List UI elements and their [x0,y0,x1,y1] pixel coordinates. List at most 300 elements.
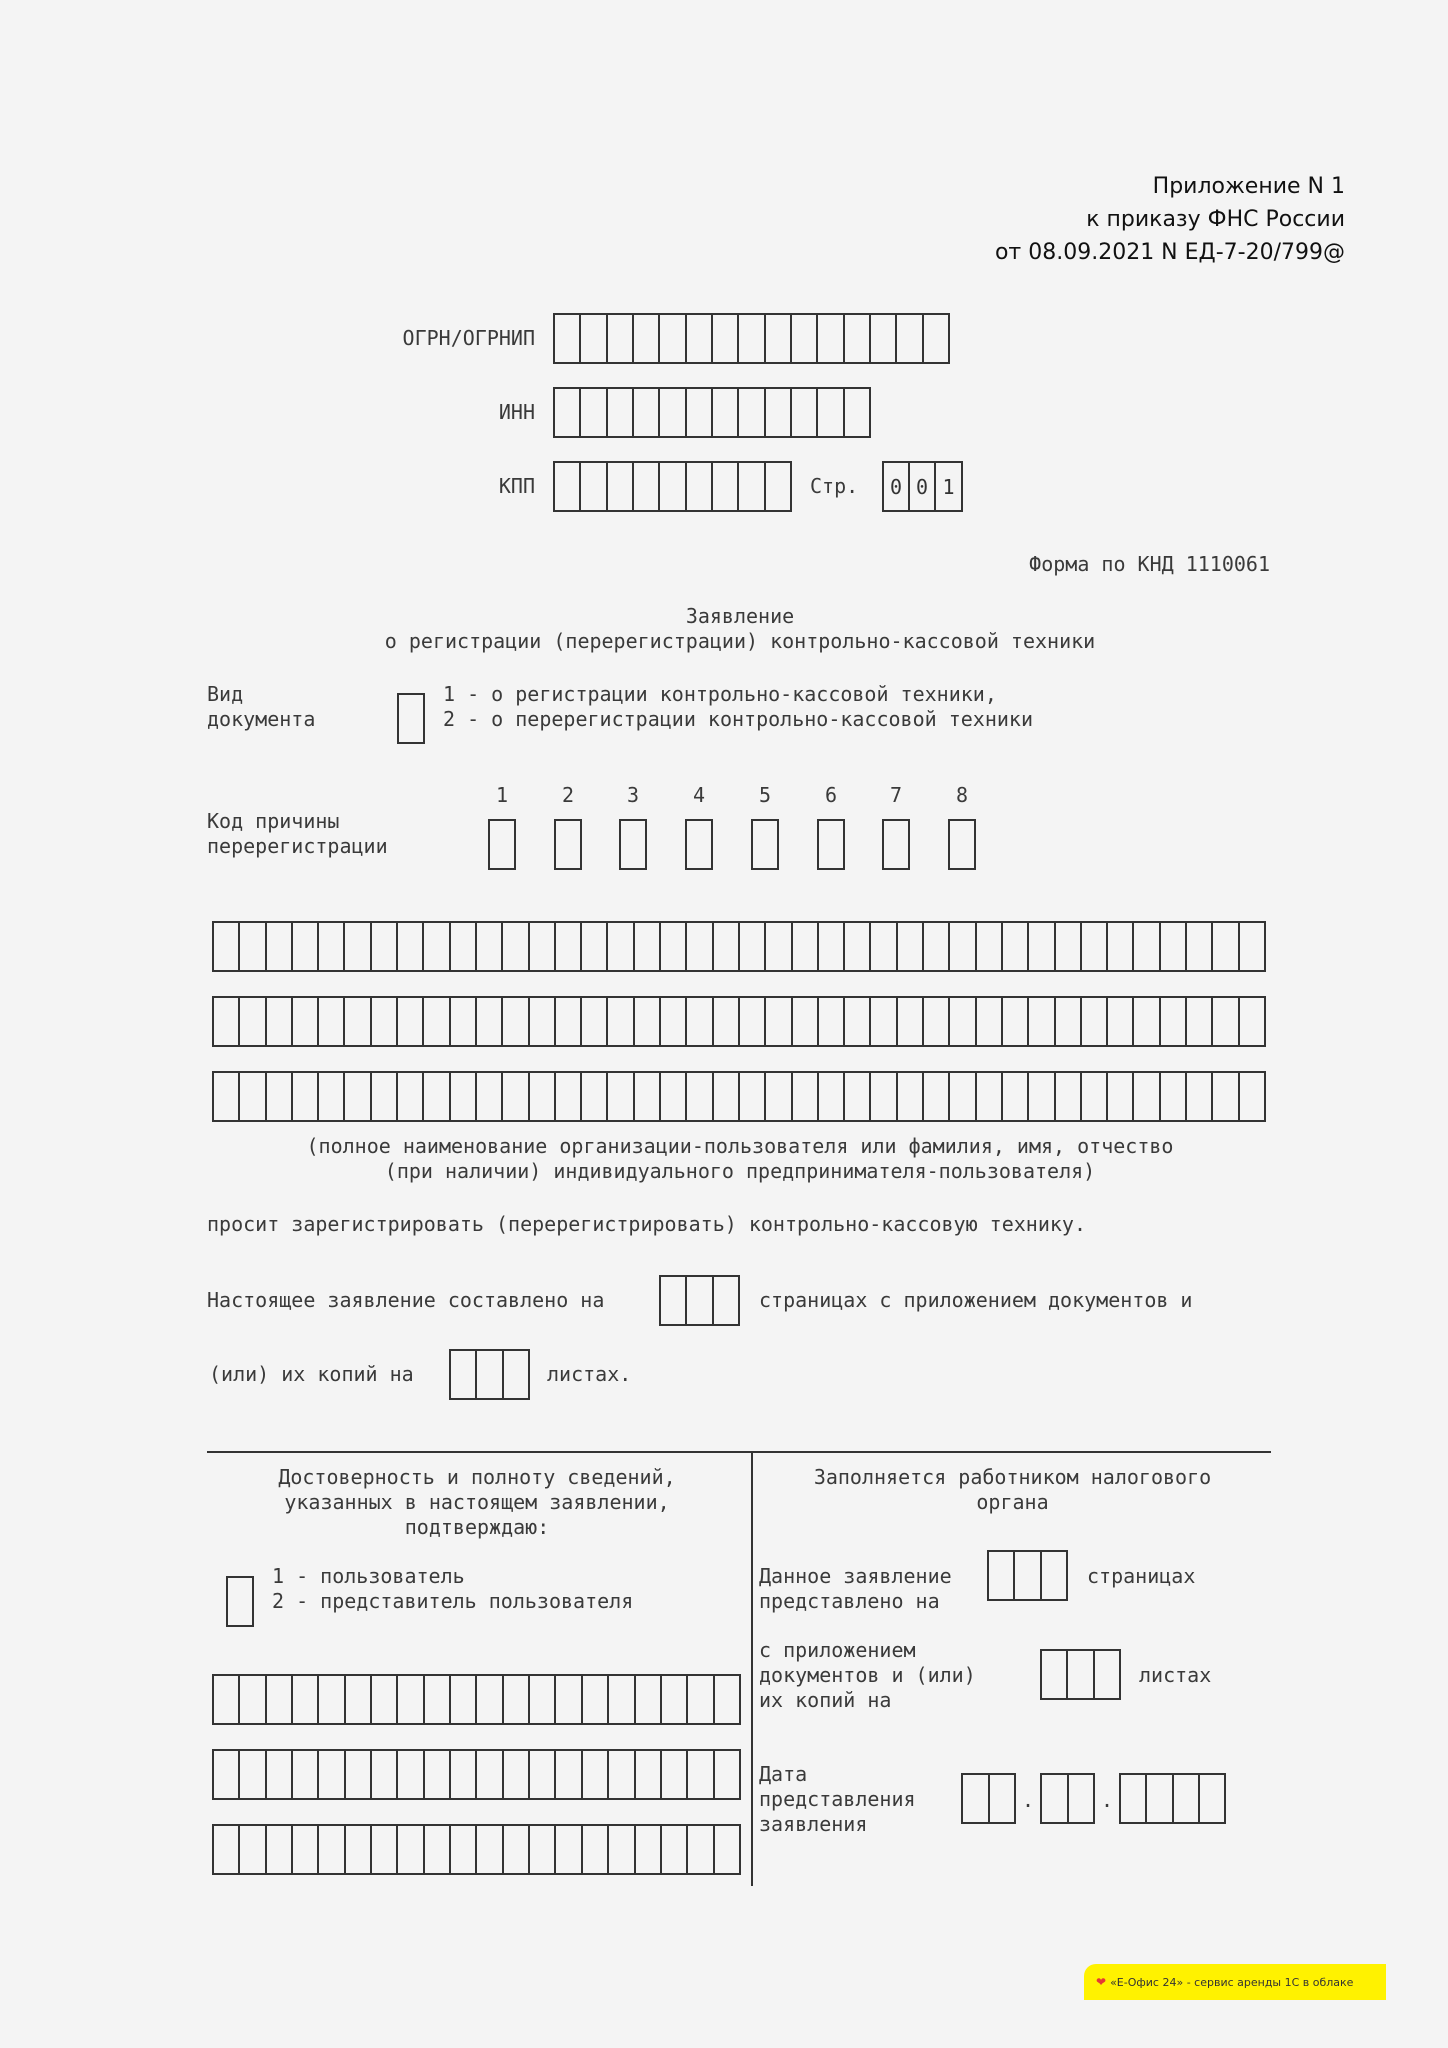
input-cell[interactable] [293,1073,319,1120]
reason-code-number: 8 [955,783,969,807]
input-cell[interactable] [240,1751,266,1798]
input-cell[interactable] [714,998,740,1045]
input-cell[interactable] [609,1826,635,1873]
input-cell[interactable] [293,1676,319,1723]
input-cell[interactable] [1200,1775,1224,1822]
input-cell[interactable] [634,463,660,510]
reason-label-2: перерегистрации [207,834,388,858]
input-cell[interactable] [556,923,582,970]
date-month-cells[interactable] [1040,1773,1095,1824]
input-cell[interactable] [963,1775,990,1822]
input-cell[interactable] [739,463,765,510]
input-cell[interactable] [398,1826,424,1873]
input-cell[interactable] [1082,923,1108,970]
input-cell[interactable] [687,1277,713,1324]
input-cell[interactable] [1174,1775,1200,1822]
input-cell[interactable] [372,1676,398,1723]
input-cell[interactable] [950,923,976,970]
sheets-text-before: (или) их копий на [209,1362,414,1386]
input-cell[interactable] [871,315,897,362]
input-cell[interactable] [477,1351,503,1398]
input-cell[interactable] [660,389,686,436]
input-cell[interactable] [766,998,792,1045]
pages-text-before: Настоящее заявление составлено на [207,1288,605,1312]
input-cell[interactable] [977,998,1003,1045]
input-cell[interactable] [740,923,766,970]
input-cell[interactable] [503,1073,529,1120]
input-cell[interactable] [714,1073,740,1120]
tax-office-heading-1: Заполняется работником налогового [813,1465,1212,1489]
input-cell[interactable] [530,1751,556,1798]
input-cell[interactable] [504,1751,530,1798]
promo-banner-text: «Е-Офис 24» - сервис аренды 1С в облаке [1110,1975,1354,1989]
input-cell[interactable] [477,1073,503,1120]
input-cell[interactable] [1029,923,1055,970]
input-cell[interactable] [345,923,371,970]
input-cell[interactable] [503,998,529,1045]
input-cell[interactable] [345,998,371,1045]
input-cell[interactable] [688,1676,714,1723]
form-title: Заявление [685,604,795,628]
input-cell[interactable] [504,1676,530,1723]
date-label-2: представления [759,1787,916,1811]
input-cell[interactable] [635,998,661,1045]
input-cell[interactable] [662,1826,688,1873]
input-cell[interactable] [267,1751,293,1798]
input-cell[interactable] [897,315,923,362]
input-cell[interactable] [1108,1073,1134,1120]
input-cell[interactable] [766,923,792,970]
input-cell[interactable] [319,1826,345,1873]
input-cell[interactable] [609,1676,635,1723]
input-cell[interactable] [793,1073,819,1120]
input-cell[interactable] [214,923,240,970]
input-cell[interactable] [715,1751,739,1798]
input-cell[interactable] [739,389,765,436]
input-cell[interactable] [1003,923,1029,970]
input-cell[interactable] [608,923,634,970]
input-cell[interactable] [1161,998,1187,1045]
input-cell[interactable] [898,923,924,970]
input-cell[interactable] [293,1751,319,1798]
input-cell[interactable] [687,923,713,970]
submitted-pages-cells[interactable] [987,1550,1068,1601]
input-cell[interactable] [661,1277,687,1324]
input-cell[interactable] [504,1351,528,1398]
input-cell[interactable] [477,998,503,1045]
input-cell[interactable] [634,389,660,436]
input-cell[interactable] [636,1751,662,1798]
input-cell[interactable] [608,315,634,362]
page-digit: 0 [910,463,936,510]
input-cell[interactable] [372,1073,398,1120]
name-row-2[interactable] [212,996,1266,1047]
input-cell[interactable] [819,998,845,1045]
input-cell[interactable] [1056,923,1082,970]
input-cell[interactable] [1108,923,1134,970]
signer-row-3[interactable] [212,1824,741,1875]
input-cell[interactable] [715,1676,739,1723]
input-cell[interactable] [1213,923,1239,970]
reason-code-number: 7 [889,783,903,807]
input-cell[interactable] [451,1676,477,1723]
submitted-label-2: представлено на [759,1589,940,1613]
input-cell[interactable] [582,998,608,1045]
input-cell[interactable] [214,1751,240,1798]
input-cell[interactable] [977,923,1003,970]
input-cell[interactable] [766,315,792,362]
name-row-1[interactable] [212,921,1266,972]
input-cell[interactable] [451,1073,477,1120]
input-cell[interactable] [609,1751,635,1798]
input-cell[interactable] [240,1073,266,1120]
input-cell[interactable] [425,1676,451,1723]
attach-sheets-cells[interactable] [1040,1649,1121,1700]
input-cell[interactable] [319,1676,345,1723]
input-cell[interactable] [556,1073,582,1120]
input-cell[interactable] [1161,1073,1187,1120]
attach-label-3: их копий на [759,1688,892,1712]
input-cell[interactable] [1003,1073,1029,1120]
input-cell[interactable] [398,1676,424,1723]
input-cell[interactable] [583,1751,609,1798]
input-cell[interactable] [688,1751,714,1798]
input-cell[interactable] [713,389,739,436]
input-cell[interactable] [818,315,844,362]
input-cell[interactable] [477,923,503,970]
input-cell[interactable] [608,463,634,510]
input-cell[interactable] [977,1073,1003,1120]
name-caption-2: (при наличии) индивидуального предпринимателя-пользователя) [384,1159,1096,1183]
input-cell[interactable] [530,1073,556,1120]
input-cell[interactable] [687,389,713,436]
kpp-cells[interactable] [553,461,792,512]
input-cell[interactable] [608,1073,634,1120]
input-cell[interactable] [1042,1775,1069,1822]
input-cell[interactable] [819,1073,845,1120]
input-cell[interactable] [451,1351,477,1398]
input-cell[interactable] [1187,1073,1213,1120]
input-cell[interactable] [582,1073,608,1120]
input-cell[interactable] [267,1826,293,1873]
input-cell[interactable] [451,1826,477,1873]
input-cell[interactable] [662,1676,688,1723]
input-cell[interactable] [425,1826,451,1873]
kpp-label: КПП [498,474,535,498]
form-code: Форма по КНД 1110061 [1029,552,1270,576]
ogrn-cells[interactable] [553,313,950,364]
input-cell[interactable] [1240,1073,1264,1120]
reason-code-cell[interactable] [882,819,910,870]
date-label-3: заявления [759,1812,868,1836]
input-cell[interactable] [687,315,713,362]
input-cell[interactable] [950,1073,976,1120]
sheets-count-cells[interactable] [449,1349,530,1400]
input-cell[interactable] [267,1073,293,1120]
input-cell[interactable] [556,1751,582,1798]
input-cell[interactable] [372,1826,398,1873]
input-cell[interactable] [319,923,345,970]
input-cell[interactable] [634,315,660,362]
date-label-1: Дата [759,1762,808,1786]
input-cell[interactable] [1082,1073,1108,1120]
input-cell[interactable] [424,998,450,1045]
input-cell[interactable] [530,998,556,1045]
reason-code-cell[interactable] [554,819,582,870]
input-cell[interactable] [1134,1073,1160,1120]
input-cell[interactable] [214,1676,240,1723]
input-cell[interactable] [556,1676,582,1723]
input-cell[interactable] [293,998,319,1045]
input-cell[interactable] [556,998,582,1045]
input-cell[interactable] [635,1073,661,1120]
attach-sheets-after: листах [1139,1663,1212,1687]
ogrn-label: ОГРН/ОГРНИП [402,326,535,350]
input-cell[interactable] [346,1676,372,1723]
input-cell[interactable] [739,315,765,362]
input-cell[interactable] [924,998,950,1045]
input-cell[interactable] [240,923,266,970]
input-cell[interactable] [425,1751,451,1798]
input-cell[interactable] [451,923,477,970]
input-cell[interactable] [319,1073,345,1120]
page-label: Стр. [810,474,859,498]
input-cell[interactable] [293,1826,319,1873]
input-cell[interactable] [346,1826,372,1873]
input-cell[interactable] [793,923,819,970]
input-cell[interactable] [1015,1552,1041,1599]
input-cell[interactable] [793,998,819,1045]
input-cell[interactable] [924,1073,950,1120]
reason-code-number: 4 [692,783,706,807]
input-cell[interactable] [687,463,713,510]
input-cell[interactable] [819,923,845,970]
input-cell[interactable] [267,998,293,1045]
input-cell[interactable] [240,1826,266,1873]
input-cell[interactable] [214,1826,240,1873]
input-cell[interactable] [1161,923,1187,970]
reason-code-cell[interactable] [948,819,976,870]
input-cell[interactable] [687,998,713,1045]
input-cell[interactable] [1095,1651,1119,1698]
input-cell[interactable] [1121,1775,1147,1822]
input-cell[interactable] [714,1277,738,1324]
input-cell[interactable] [451,998,477,1045]
input-cell[interactable] [1187,923,1213,970]
doc-type-label-1: Вид [207,682,244,706]
input-cell[interactable] [530,1676,556,1723]
input-cell[interactable] [583,1826,609,1873]
signer-row-2[interactable] [212,1749,741,1800]
reason-code-cell[interactable] [685,819,713,870]
date-day-cells[interactable] [961,1773,1016,1824]
input-cell[interactable] [503,923,529,970]
doc-type-cell[interactable] [397,693,425,744]
input-cell[interactable] [1042,1552,1066,1599]
input-cell[interactable] [582,923,608,970]
input-cell[interactable] [740,998,766,1045]
input-cell[interactable] [424,923,450,970]
inn-label: ИНН [498,400,535,424]
input-cell[interactable] [424,1073,450,1120]
input-cell[interactable] [661,923,687,970]
input-cell[interactable] [398,1751,424,1798]
input-cell[interactable] [581,463,607,510]
column-divider [751,1451,753,1886]
inn-cells[interactable] [553,387,871,438]
input-cell[interactable] [713,463,739,510]
date-year-cells[interactable] [1119,1773,1226,1824]
input-cell[interactable] [845,315,871,362]
input-cell[interactable] [1056,1073,1082,1120]
input-cell[interactable] [346,1751,372,1798]
input-cell[interactable] [240,998,266,1045]
input-cell[interactable] [1240,998,1264,1045]
input-cell[interactable] [398,1073,424,1120]
input-cell[interactable] [1108,998,1134,1045]
reason-code-cell[interactable] [817,819,845,870]
input-cell[interactable] [608,389,634,436]
input-cell[interactable] [267,1676,293,1723]
input-cell[interactable] [818,389,844,436]
input-cell[interactable] [924,923,950,970]
input-cell[interactable] [1068,1651,1094,1698]
doc-type-option-1: 1 - о регистрации контрольно-кассовой техники, [443,682,997,706]
input-cell[interactable] [845,1073,871,1120]
doc-type-label-2: документа [207,707,316,731]
confirm-heading-2: указанных в настоящем заявлении, [284,1490,670,1514]
input-cell[interactable] [898,1073,924,1120]
input-cell[interactable] [662,1751,688,1798]
reason-code-cell[interactable] [488,819,516,870]
input-cell[interactable] [871,998,897,1045]
input-cell[interactable] [766,463,790,510]
input-cell[interactable] [871,1073,897,1120]
input-cell[interactable] [583,1676,609,1723]
input-cell[interactable] [713,315,739,362]
input-cell[interactable] [924,315,948,362]
input-cell[interactable] [608,998,634,1045]
input-cell[interactable] [845,998,871,1045]
input-cell[interactable] [845,389,869,436]
input-cell[interactable] [504,1826,530,1873]
reason-code-cell[interactable] [751,819,779,870]
confirm-option-2: 2 - представитель пользователя [272,1589,634,1613]
input-cell[interactable] [636,1826,662,1873]
section-divider [207,1451,1271,1453]
pages-count-cells[interactable] [659,1275,740,1326]
input-cell[interactable] [372,1751,398,1798]
input-cell[interactable] [398,998,424,1045]
input-cell[interactable] [740,1073,766,1120]
input-cell[interactable] [989,1552,1015,1599]
input-cell[interactable] [555,389,581,436]
appendix-line-2: к приказу ФНС России [1086,207,1345,232]
input-cell[interactable] [1213,1073,1239,1120]
input-cell[interactable] [1187,998,1213,1045]
input-cell[interactable] [398,923,424,970]
input-cell[interactable] [214,1073,240,1120]
input-cell[interactable] [1147,1775,1173,1822]
signer-row-1[interactable] [212,1674,741,1725]
input-cell[interactable] [1213,998,1239,1045]
sheets-text-after: листах. [547,1362,632,1386]
input-cell[interactable] [240,1676,266,1723]
input-cell[interactable] [660,315,686,362]
input-cell[interactable] [688,1826,714,1873]
input-cell[interactable] [792,315,818,362]
input-cell[interactable] [267,923,293,970]
input-cell[interactable] [1134,923,1160,970]
reason-code-number: 1 [495,783,509,807]
input-cell[interactable] [1069,1775,1094,1822]
input-cell[interactable] [555,463,581,510]
input-cell[interactable] [555,315,581,362]
input-cell[interactable] [581,389,607,436]
reason-code-number: 6 [824,783,838,807]
input-cell[interactable] [293,923,319,970]
input-cell[interactable] [636,1676,662,1723]
input-cell[interactable] [766,1073,792,1120]
input-cell[interactable] [214,998,240,1045]
input-cell[interactable] [687,1073,713,1120]
input-cell[interactable] [714,923,740,970]
submitted-pages-after: страницах [1087,1564,1196,1588]
promo-banner[interactable] [1084,1964,1386,2000]
input-cell[interactable] [477,1751,503,1798]
input-cell[interactable] [990,1775,1015,1822]
input-cell[interactable] [556,1826,582,1873]
input-cell[interactable] [845,923,871,970]
name-row-3[interactable] [212,1071,1266,1122]
input-cell[interactable] [1056,998,1082,1045]
input-cell[interactable] [530,1826,556,1873]
input-cell[interactable] [1082,998,1108,1045]
page-number-cells [882,461,963,512]
heart-icon: ❤ [1096,1975,1107,1989]
input-cell[interactable] [950,998,976,1045]
tax-office-heading-2: органа [976,1490,1049,1514]
input-cell[interactable] [581,315,607,362]
input-cell[interactable] [372,998,398,1045]
input-cell[interactable] [477,1676,503,1723]
input-cell[interactable] [766,389,792,436]
input-cell[interactable] [1042,1651,1068,1698]
input-cell[interactable] [319,1751,345,1798]
input-cell[interactable] [661,998,687,1045]
reason-code-cell[interactable] [619,819,647,870]
input-cell[interactable] [451,1751,477,1798]
input-cell[interactable] [661,1073,687,1120]
input-cell[interactable] [660,463,686,510]
input-cell[interactable] [1029,1073,1055,1120]
input-cell[interactable] [319,998,345,1045]
input-cell[interactable] [1134,998,1160,1045]
confirm-type-cell[interactable] [226,1576,254,1627]
input-cell[interactable] [1003,998,1029,1045]
input-cell[interactable] [1029,998,1055,1045]
input-cell[interactable] [898,998,924,1045]
input-cell[interactable] [792,389,818,436]
input-cell[interactable] [530,923,556,970]
input-cell[interactable] [715,1826,739,1873]
input-cell[interactable] [635,923,661,970]
input-cell[interactable] [871,923,897,970]
input-cell[interactable] [345,1073,371,1120]
input-cell[interactable] [372,923,398,970]
input-cell[interactable] [1240,923,1264,970]
input-cell[interactable] [477,1826,503,1873]
